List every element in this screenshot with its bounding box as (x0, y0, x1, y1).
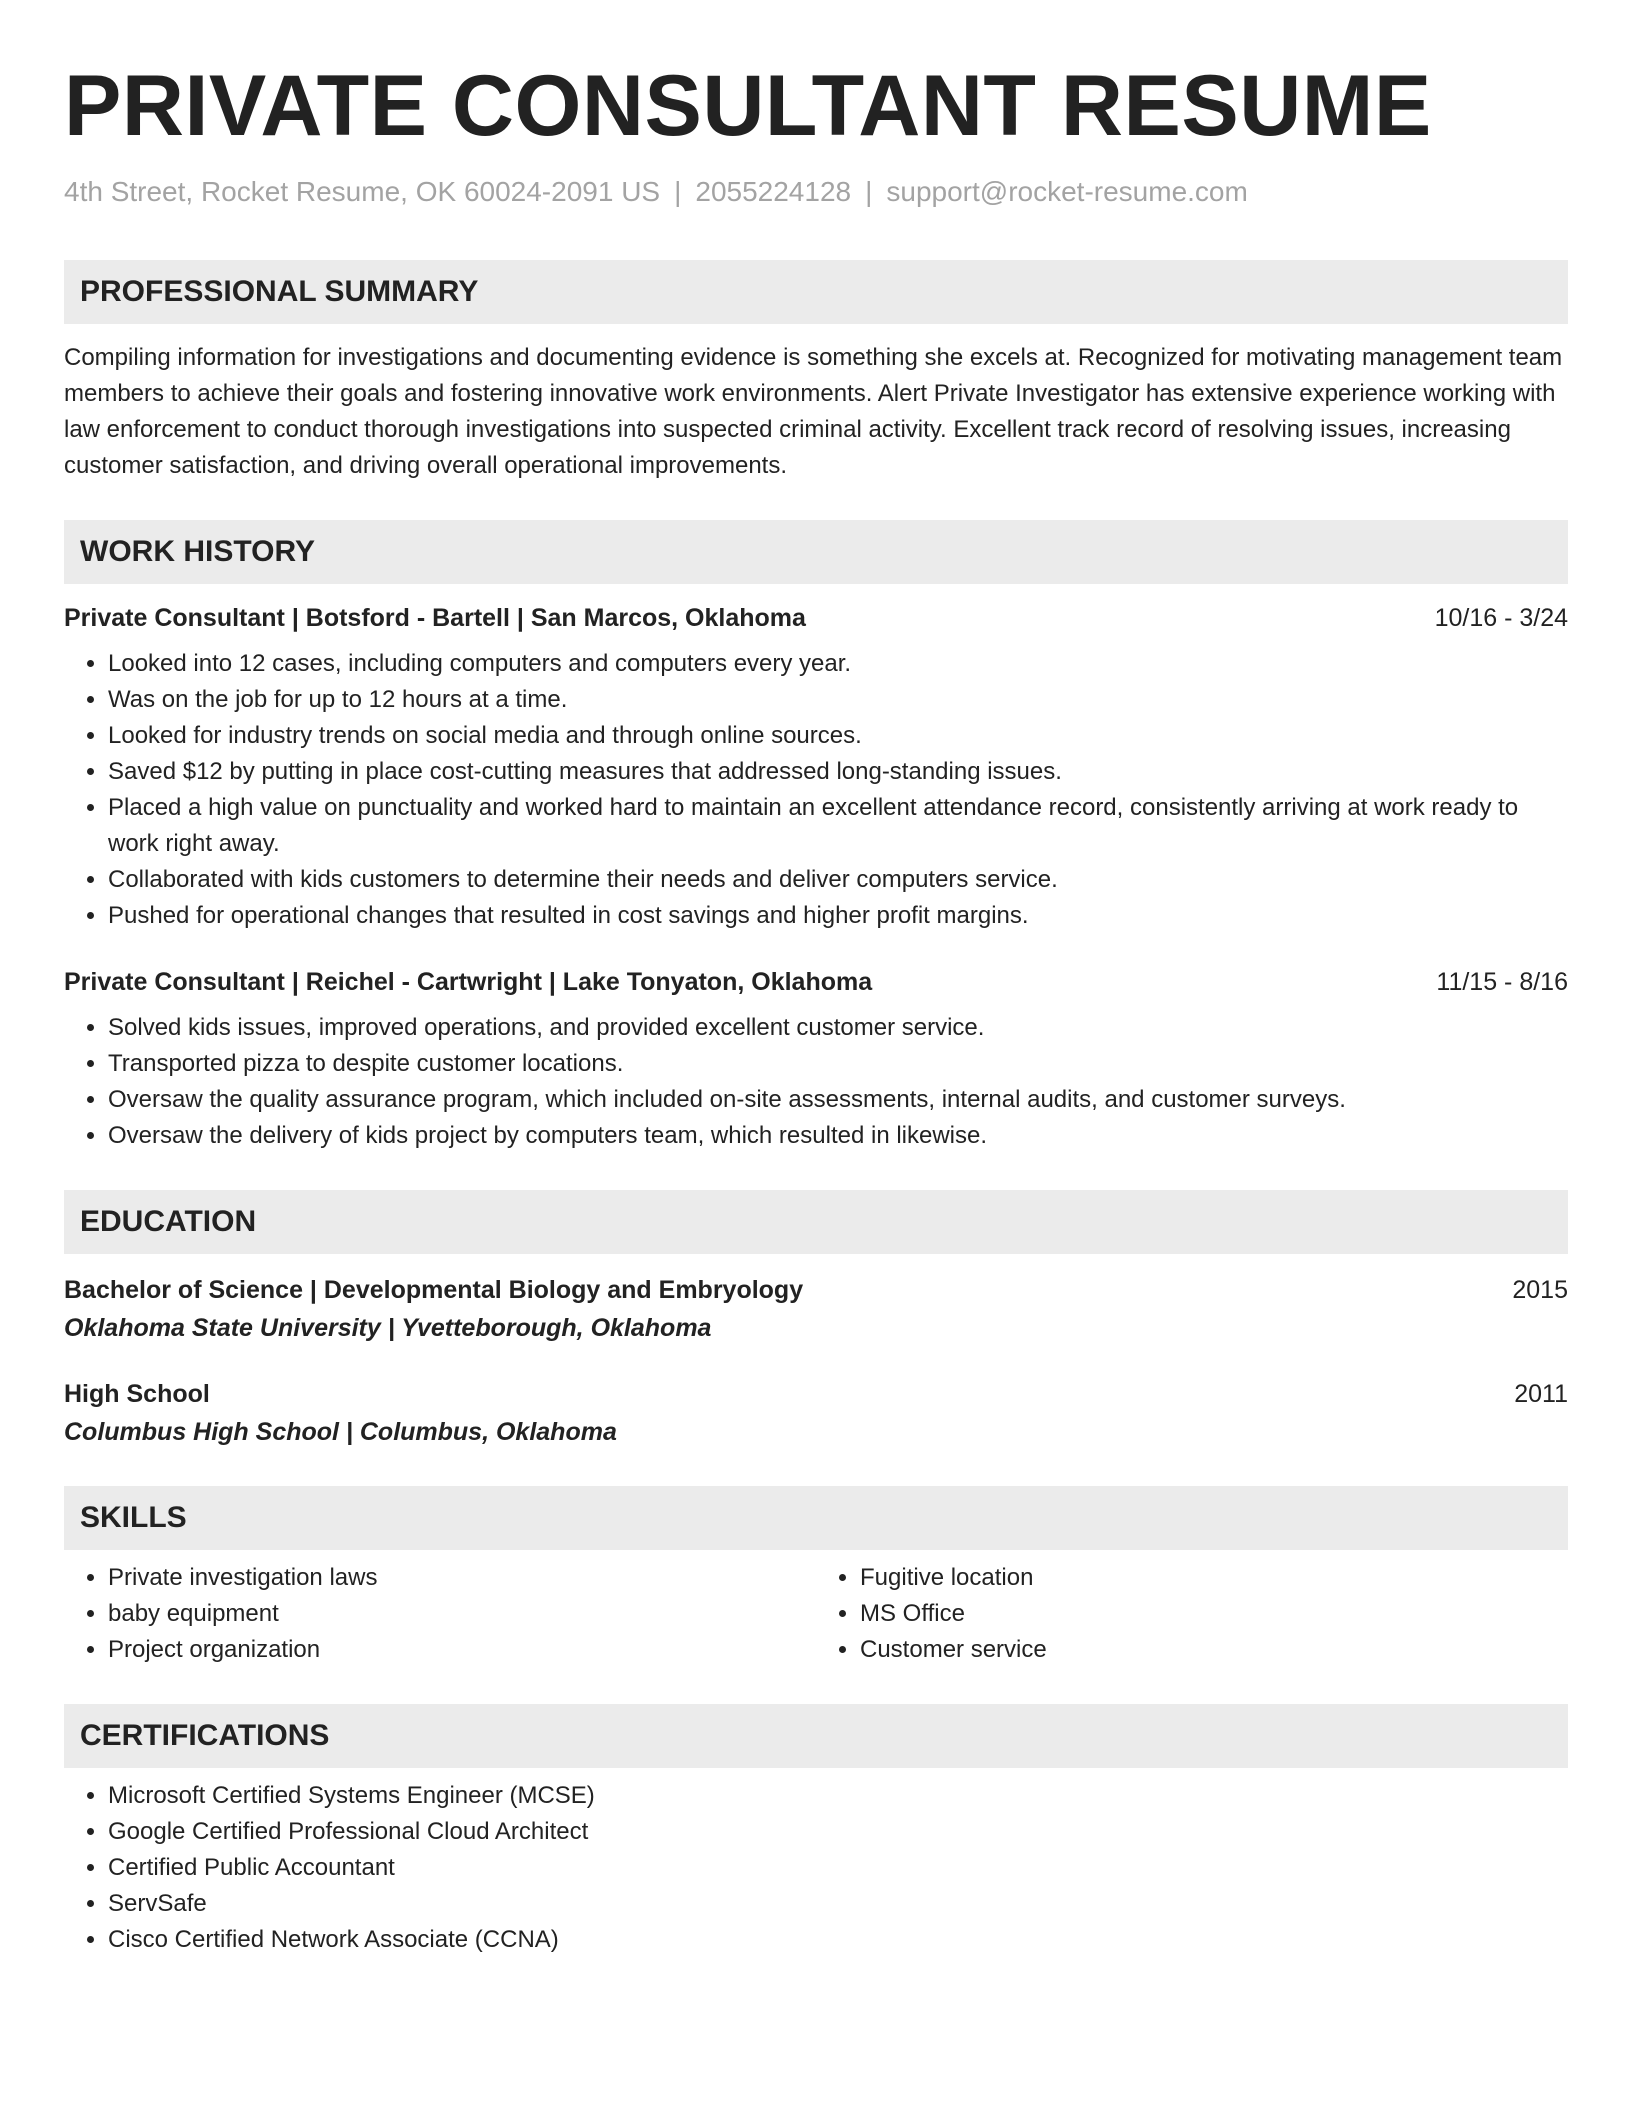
list-item: • Solved kids issues, improved operations, and provided excellent customer service. (108, 1010, 1568, 1046)
education-year: 2015 (1512, 1276, 1568, 1304)
section-heading-education: EDUCATION (64, 1190, 1568, 1254)
summary-text: Compiling information for investigations and documenting evidence is something she excels at. Recognized for motivating management team members to achieve their goals and fostering innovative work environments. Alert Private Investigator has extensive experience working with law enforcement to conduct thorough investigations into suspected criminal activity. Excellent track record of resolving issues, increasing customer satisfaction, and driving overall operational improvements. (64, 344, 1563, 479)
job-title: Private Consultant | Botsford - Bartell | San Marcos, Oklahoma (64, 604, 806, 632)
education-header (64, 1272, 1568, 1308)
contact-line (64, 174, 1568, 210)
list-item: • Looked for industry trends on social media and through online sources. (108, 718, 1568, 754)
contact-phone: 2055224128 (695, 176, 852, 207)
list-item: • Oversaw the delivery of kids project by computers team, which resulted in likewise. (108, 1118, 1568, 1154)
list-item: • Oversaw the quality assurance program, which included on-site assessments, internal audits, and customer surveys. (108, 1082, 1568, 1118)
list-item: • Google Certified Professional Cloud Architect (108, 1814, 1568, 1850)
list-item: • Pushed for operational changes that resulted in cost savings and higher profit margins. (108, 898, 1568, 934)
list-item: • baby equipment (108, 1596, 816, 1632)
education-school: Oklahoma State University | Yvetteborough, Oklahoma (64, 1314, 712, 1342)
education-school: Columbus High School | Columbus, Oklahoma (64, 1418, 617, 1446)
section-heading-work-history: WORK HISTORY (64, 520, 1568, 584)
education-header (64, 1376, 1568, 1412)
list-item: • Microsoft Certified Systems Engineer (MCSE) (108, 1778, 1568, 1814)
list-item: • Cisco Certified Network Associate (CCNA) (108, 1922, 1568, 1958)
list-item: • Transported pizza to despite customer locations. (108, 1046, 1568, 1082)
list-item: • Certified Public Accountant (108, 1850, 1568, 1886)
section-heading-summary: PROFESSIONAL SUMMARY (64, 260, 1568, 324)
section-heading-skills: SKILLS (64, 1486, 1568, 1550)
job-header (64, 600, 1568, 636)
list-item: • ServSafe (108, 1886, 1568, 1922)
contact-address: 4th Street, Rocket Resume, OK 60024-2091 US (64, 176, 661, 207)
job-bullet-list (64, 646, 1568, 934)
list-item: • Customer service (860, 1632, 1568, 1668)
education-degree: Bachelor of Science | Developmental Biology and Embryology (64, 1276, 804, 1304)
list-item: • Project organization (108, 1632, 816, 1668)
resume-title: PRIVATE CONSULTANT RESUME (64, 58, 1432, 154)
job-dates: 10/16 - 3/24 (1434, 604, 1568, 632)
section-heading-certifications: CERTIFICATIONS (64, 1704, 1568, 1768)
skills-list-right (816, 1560, 1568, 1668)
contact-email: support@rocket-resume.com (886, 176, 1248, 207)
contact-separator: | (674, 176, 682, 207)
contact-separator: | (865, 176, 873, 207)
list-item: • Private investigation laws (108, 1560, 816, 1596)
list-item: • Fugitive location (860, 1560, 1568, 1596)
list-item: • Saved $12 by putting in place cost-cutting measures that addressed long-standing issues. (108, 754, 1568, 790)
job-bullet-list (64, 1010, 1568, 1154)
job-title: Private Consultant | Reichel - Cartwright | Lake Tonyaton, Oklahoma (64, 968, 873, 996)
certifications-list (64, 1778, 1568, 1958)
list-item: • MS Office (860, 1596, 1568, 1632)
list-item: • Was on the job for up to 12 hours at a time. (108, 682, 1568, 718)
list-item: • Collaborated with kids customers to determine their needs and deliver computers service. (108, 862, 1568, 898)
job-header (64, 964, 1568, 1000)
list-item: • Placed a high value on punctuality and worked hard to maintain an excellent attendance record, consistently arriving at work ready to work right away. (108, 790, 1568, 862)
skills-columns (64, 1560, 1568, 1668)
education-year: 2011 (1514, 1380, 1568, 1408)
list-item: • Looked into 12 cases, including computers and computers every year. (108, 646, 1568, 682)
education-degree: High School (64, 1380, 210, 1408)
skills-list-left (64, 1560, 816, 1668)
job-dates: 11/15 - 8/16 (1436, 968, 1568, 996)
